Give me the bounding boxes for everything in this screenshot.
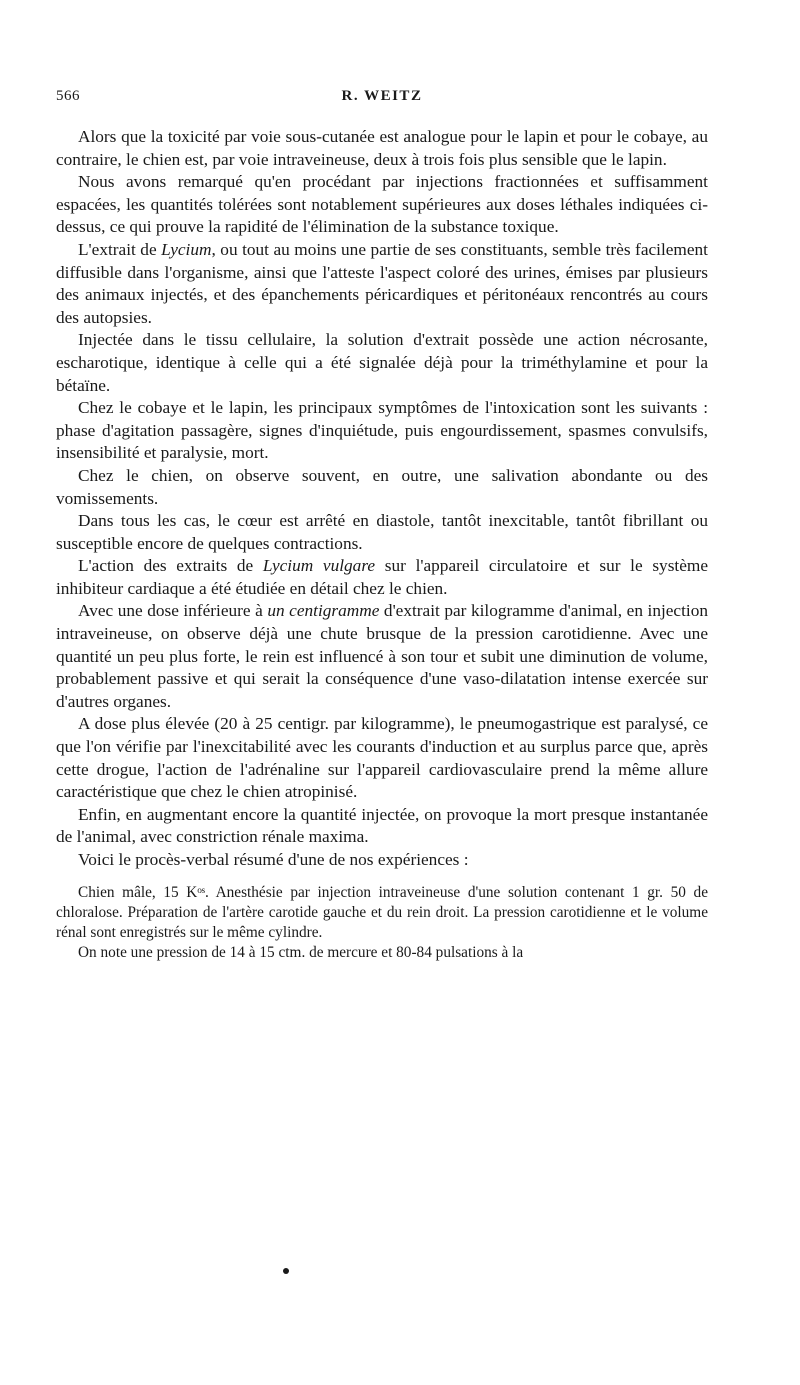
body-text [56,126,708,872]
paragraph: Voici le procès-verbal résumé d'une de nos expériences : [78,850,469,869]
paragraph: Alors que la toxicité par voie sous-cutanée est analogue pour le lapin et pour le cobaye, au contraire, le chien est, par voie intraveineuse, deux à trois fois plus sensible que le lapin. [56,127,708,169]
paragraph [56,555,708,600]
paragraph-text: L'extrait de [78,239,162,259]
italic-term: Lycium vulgare [262,556,376,576]
paragraph-text: L'action des extraits de [78,556,263,576]
paragraph: Dans tous les cas, le cœur est arrêté en diastole, tantôt inexcitable, tantôt fibrillant ou susceptible encore de quelques contractions. [56,511,708,553]
paragraph [56,600,708,713]
protocol-section [56,883,708,964]
page-header [56,88,708,110]
protocol-paragraph: Chien mâle, 15 Kᵒˢ. Anesthésie par injection intraveineuse d'une solution contenant 1 gr. 50 de chloralose. Préparation de l'artère carotide gauche et du rein droit. La pression carotidienne et le volume rénal sont enregistrés sur le même cylindre. [56,883,708,942]
paragraph-text: Avec une dose inférieure à [78,601,268,621]
running-title: R. WEITZ [341,88,423,104]
paragraph-text: d'extrait par kilogramme d'animal, en injection intraveineuse, on observe déjà une chute brusque de la pression carotidienne. Avec une quantité un peu plus forte, le rein est influencé à son tour et subit une diminution de volume, probablement passive et qui serait la conséquence d'une vaso-dilatation intense exercée sur d'autres organes. [56,601,708,711]
paragraph-text: sur l'appareil circulatoire et sur le système inhibiteur cardiaque a été étudiée en détail chez le chien. [56,556,709,598]
paragraph: Enfin, en augmentant encore la quantité injectée, on provoque la mort presque instantanée de l'animal, avec constriction rénale maxima. [56,804,708,847]
page [56,88,708,964]
paragraph [56,239,708,329]
paragraph: A dose plus élevée (20 à 25 centigr. par kilogramme), le pneumogastrique est paralysé, ce que l'on vérifie par l'inexcitabilité avec les courants d'induction et au surplus parce que, après cette drogue, l'action de l'adrénaline sur l'appareil cardiovasculaire prend la même allure caractéristique que chez le chien atropinisé. [56,714,708,802]
paragraph-text: , ou tout au moins une partie de ses constituants, semble très facilement diffusible dans l'organisme, ainsi que l'atteste l'aspect coloré des urines, émises par plusieurs des animaux injectés, et des épanchements péricardiques et péritonéaux rencontrés au cours des autopsies. [56,239,708,327]
paragraph: Injectée dans le tissu cellulaire, la solution d'extrait possède une action nécrosante, escharotique, identique à celle qui a été signalée déjà pour la triméthylamine et pour la bétaïne. [56,330,708,395]
italic-term: Lycium [161,239,212,259]
italic-term: un centigramme [267,601,380,621]
paragraph: Nous avons remarqué qu'en procédant par injections fractionnées et suffisamment espacées, les quantités tolérées sont notablement supérieures aux doses léthales indiquées ci-dessus, ce qui prouve la rapidité de l'élimination de la substance toxique. [56,172,708,237]
paragraph: Chez le chien, on observe souvent, en outre, une salivation abondante ou des vomissements. [56,465,708,508]
protocol-paragraph: On note une pression de 14 à 15 ctm. de mercure et 80-84 pulsations à la [78,944,524,962]
page-number: 566 [56,88,80,104]
ink-dot [283,1268,289,1274]
paragraph: Chez le cobaye et le lapin, les principaux symptômes de l'intoxication sont les suivants : phase d'agitation passagère, signes d'inquiétude, puis engourdissement, spasmes convulsifs, insensibilité et paralysie, mort. [56,398,708,463]
